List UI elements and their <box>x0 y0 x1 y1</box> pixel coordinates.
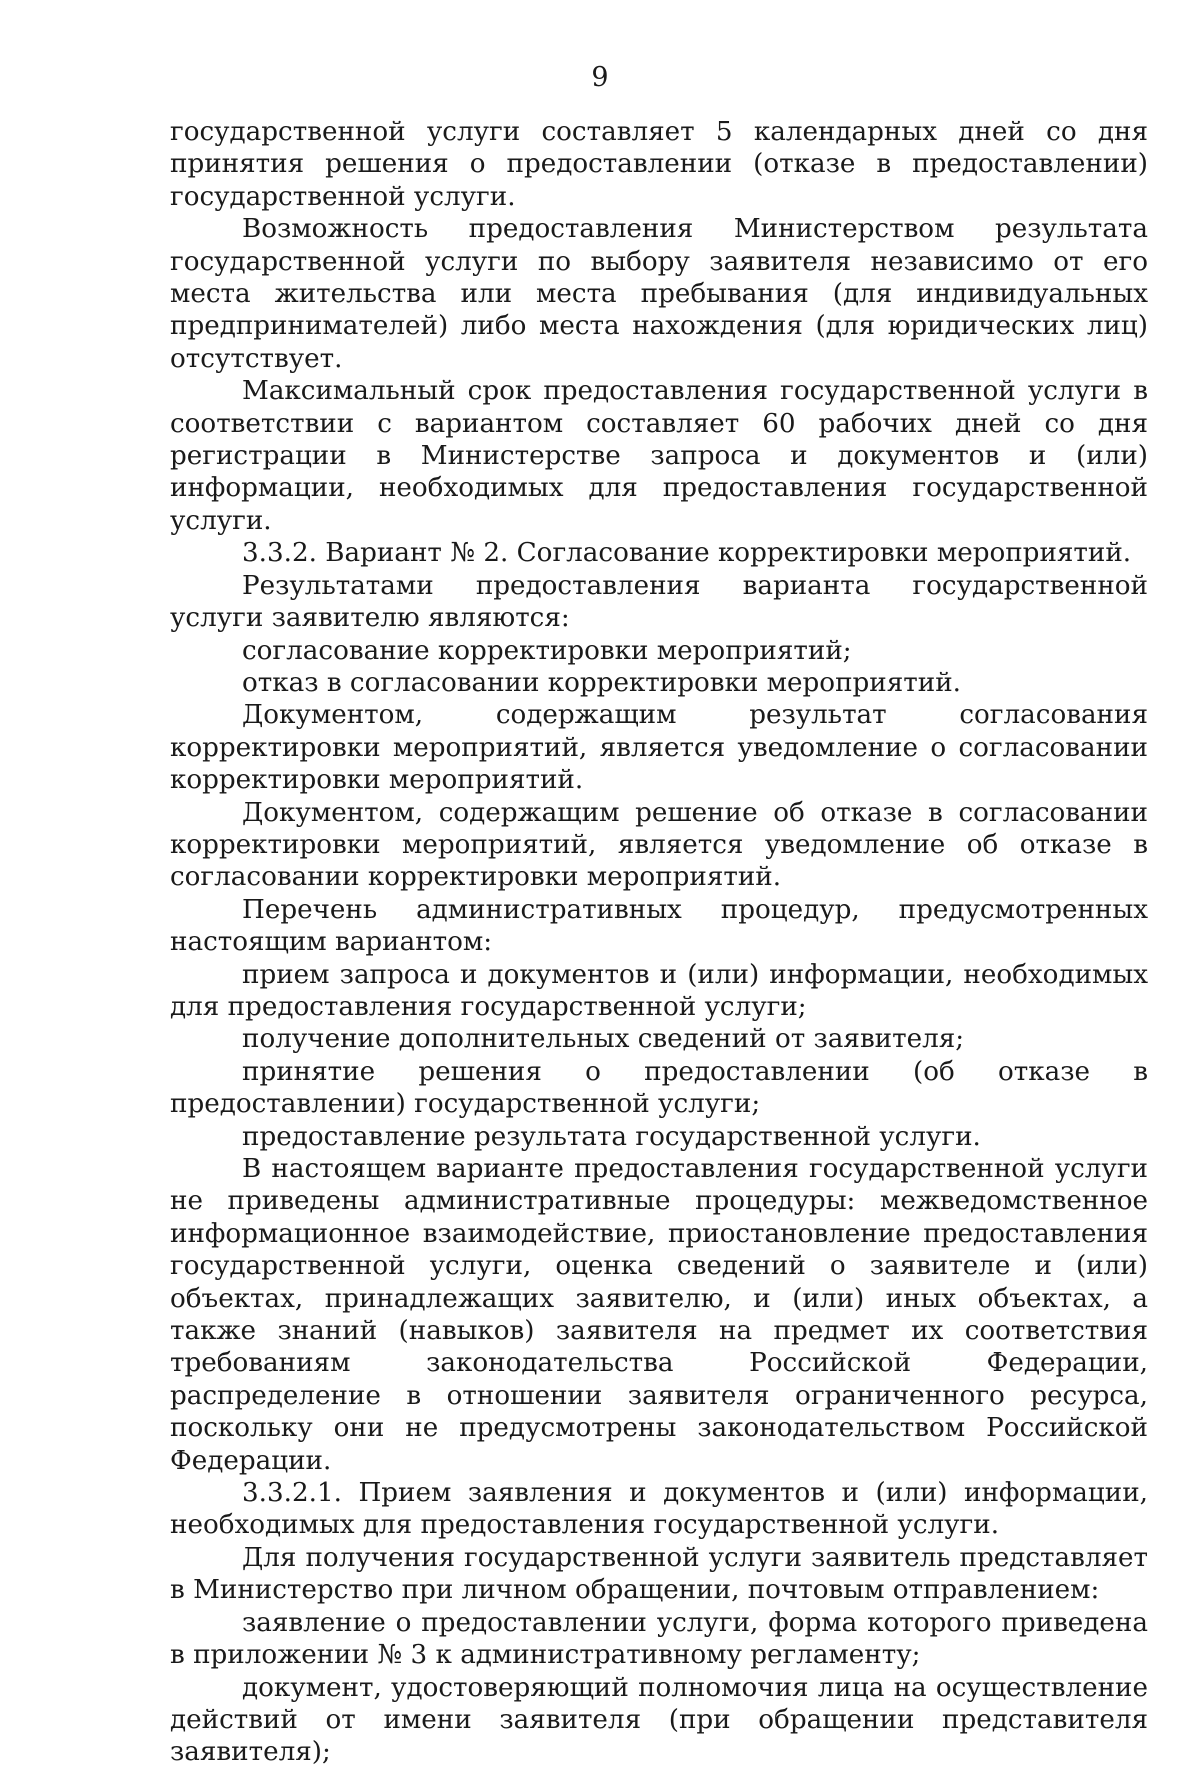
paragraph: Документом, содержащим решение об отказе в согласовании корректировки мероприятий, является уведомление об отказе в согласовании корректировки мероприятий. <box>170 797 1148 893</box>
page-number: 9 <box>591 62 609 93</box>
paragraph: Возможность предоставления Министерством результата государственной услуги по выбору заявителя независимо от его места жительства или места пребывания (для индивидуальных предпринимателей) либо места нахождения (для юридических лиц) отсутствует. <box>170 214 1148 374</box>
list-item: получение дополнительных сведений от заявителя; <box>242 1024 965 1055</box>
list-item: предоставление результата государственной услуги. <box>242 1121 981 1152</box>
paragraph: Для получения государственной услуги заявитель представляет в Министерство при личном обращении, почтовым отправлением: <box>170 1542 1148 1606</box>
list-item: отказ в согласовании корректировки мероприятий. <box>242 667 961 698</box>
document-body <box>170 116 1148 1769</box>
list-item: принятие решения о предоставлении (об отказе в предоставлении) государственной услуги; <box>170 1056 1148 1120</box>
list-item: документ, удостоверяющий полномочия лица на осуществление действий от имени заявителя (при обращении представителя заявителя); <box>170 1672 1148 1768</box>
paragraph: Результатами предоставления варианта государственной услуги заявителю являются: <box>170 570 1148 634</box>
paragraph: В настоящем варианте предоставления государственной услуги не приведены административные процедуры: межведомственное информационное взаимодействие, приостановление предоставления государственной услуги, оценка сведений о заявителе и (или) объектах, принадлежащих заявителю, и (или) иных объектах, а также знаний (навыков) заявителя на предмет их соответствия требованиям законодательства Российской Федерации, распределение в отношении заявителя ограниченного ресурса, поскольку они не предусмотрены законодательством Российской Федерации. <box>170 1154 1148 1476</box>
paragraph: Максимальный срок предоставления государственной услуги в соответствии с вариантом составляет 60 рабочих дней со дня регистрации в Министерстве запроса и документов и (или) информации, необходимых для предоставления государственной услуги. <box>170 376 1148 536</box>
paragraph: Перечень административных процедур, предусмотренных настоящим вариантом: <box>170 894 1148 958</box>
list-item: заявление о предоставлении услуги, форма которого приведена в приложении № 3 к административному регламенту; <box>170 1607 1148 1671</box>
list-item: прием запроса и документов и (или) информации, необходимых для предоставления государственной услуги; <box>170 959 1148 1022</box>
paragraph: Документом, содержащим результат согласования корректировки мероприятий, является уведомление о согласовании корректировки мероприятий. <box>170 700 1148 796</box>
paragraph: государственной услуги составляет 5 календарных дней со дня принятия решения о предоставлении (отказе в предоставлении) государственной услуги. <box>170 117 1148 212</box>
list-item: согласование корректировки мероприятий; <box>242 635 852 666</box>
section-heading: 3.3.2.1. Прием заявления и документов и (или) информации, необходимых для предоставления государственной услуги. <box>170 1478 1148 1541</box>
section-heading: 3.3.2. Вариант № 2. Согласование корректировки мероприятий. <box>242 538 1132 569</box>
